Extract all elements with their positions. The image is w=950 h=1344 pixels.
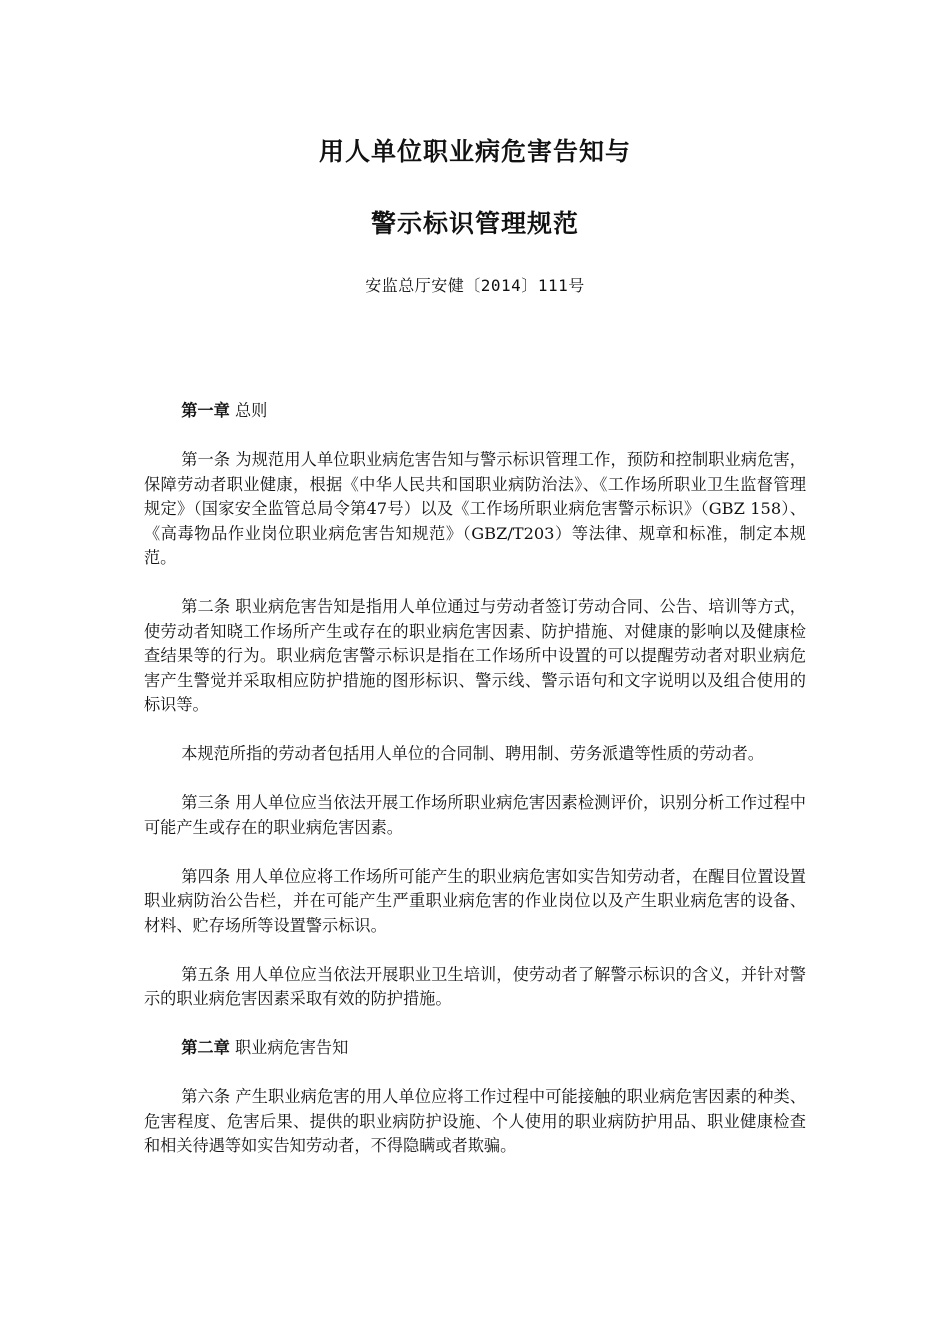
document-body (144, 399, 806, 1183)
article-2: 第二条 职业病危害告知是指用人单位通过与劳动者签订劳动合同、公告、培训等方式，使劳动者知晓工作场所产生或存在的职业病危害因素、防护措施、对健康的影响以及健康检查结果等的行为。职业病危害警示标识是指在工作场所中设置的可以提醒劳动者对职业病危害产生警觉并采取相应防护措施的图形标识、警示线、警示语句和文字说明以及组合使用的标识等。 (144, 597, 806, 714)
document-title-line1: 用人单位职业病危害告知与 (318, 137, 631, 166)
article-2-supplement: 本规范所指的劳动者包括用人单位的合同制、聘用制、劳务派遣等性质的劳动者。 (181, 744, 764, 763)
chapter-number: 第二章 (181, 1038, 230, 1057)
article-4: 第四条 用人单位应将工作场所可能产生的职业病危害如实告知劳动者，在醒目位置设置职业病防治公告栏，并在可能产生严重职业病危害的作业岗位以及产生职业病危害的设备、材料、贮存场所等设置警示标识。 (144, 866, 806, 935)
chapter-heading-1 (144, 399, 806, 424)
article-5: 第五条 用人单位应当依法开展职业卫生培训，使劳动者了解警示标识的含义，并针对警示的职业病危害因素采取有效的防护措施。 (144, 964, 806, 1008)
document-title-line2: 警示标识管理规范 (370, 209, 579, 238)
article-3: 第三条 用人单位应当依法开展工作场所职业病危害因素检测评价，识别分析工作过程中可能产生或存在的职业病危害因素。 (144, 793, 806, 837)
document-number: 安监总厅安健〔2014〕111号 (365, 276, 585, 295)
chapter-title: 职业病危害告知 (234, 1038, 349, 1057)
chapter-number: 第一章 (181, 401, 230, 420)
chapter-title: 总则 (234, 401, 268, 420)
article-1: 第一条 为规范用人单位职业病危害告知与警示标识管理工作，预防和控制职业病危害，保障劳动者职业健康，根据《中华人民共和国职业病防治法》、《工作场所职业卫生监督管理规定》（国家安全监管总局令第47号）以及《工作场所职业病危害警示标识》（GBZ 158）、《高毒物品作业岗位职业病危害告知规范》（GBZ/T203）等法律、规章和标准，制定本规范。 (144, 450, 806, 567)
chapter-heading-2 (144, 1036, 806, 1061)
article-6: 第六条 产生职业病危害的用人单位应将工作过程中可能接触的职业病危害因素的种类、危害程度、危害后果、提供的职业病防护设施、个人使用的职业病防护用品、职业健康检查和相关待遇等如实告知劳动者，不得隐瞒或者欺骗。 (144, 1087, 806, 1155)
